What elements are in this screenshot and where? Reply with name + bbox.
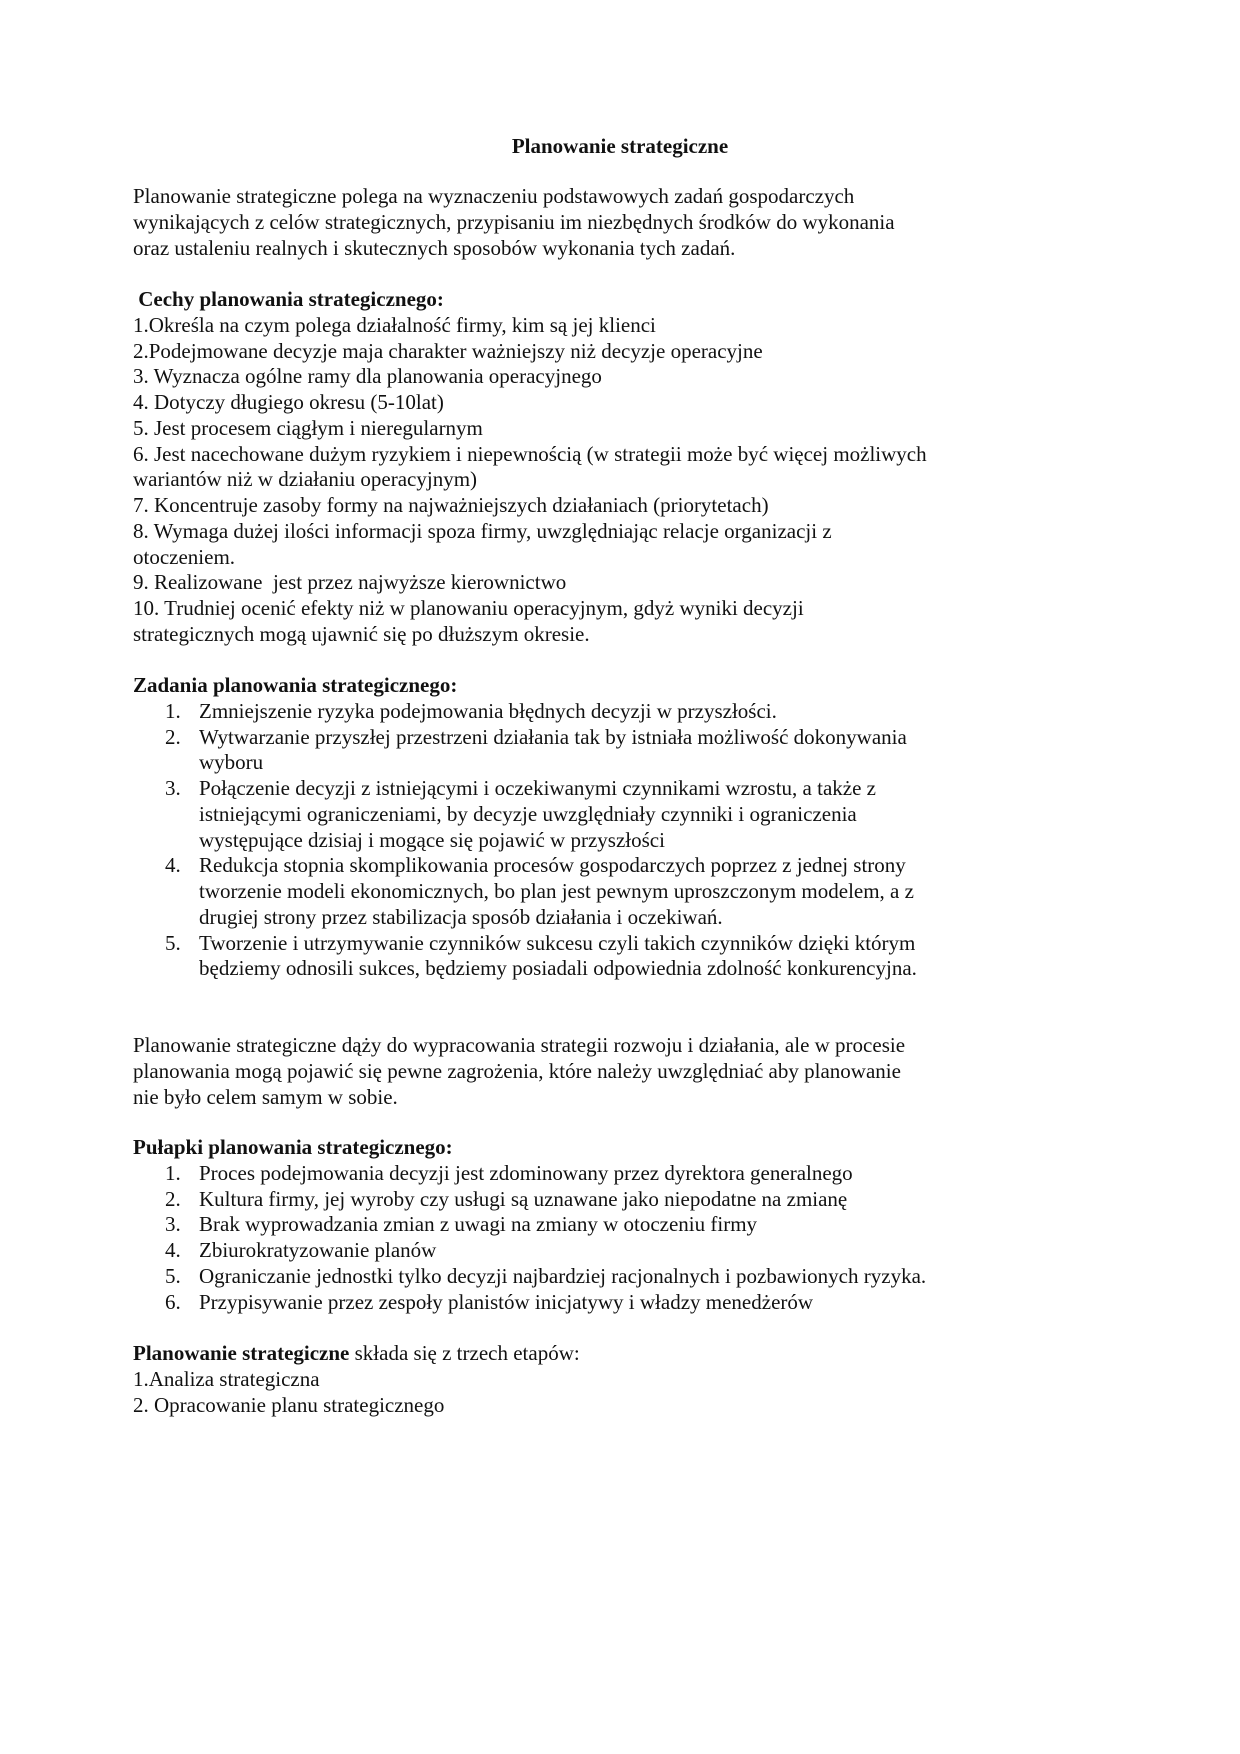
tasks-heading: Zadania planowania strategicznego: [133,673,458,697]
feature-line: 8. Wymaga dużej ilości informacji spoza firmy, uwzględniając relacje organizacji z [133,518,832,543]
task-item [133,699,917,725]
intro-line: Planowanie strategiczne polega na wyznaczeniu podstawowych zadań gospodarczych [133,184,855,208]
trap-item [133,1290,926,1316]
task-item [133,828,917,854]
list-item-text: Zmniejszenie ryzyka podejmowania błędnych decyzji w przyszłości. [199,698,777,723]
task-item [133,853,917,879]
trap-item [133,1212,926,1238]
feature-line: strategicznych mogą ujawnić się po dłuższym okresie. [133,621,590,646]
list-item-text: Przypisywanie przez zespoły planistów inicjatywy i władzy menedżerów [199,1289,814,1314]
feature-line: wariantów niż w działaniu operacyjnym) [133,467,478,492]
stages-rest: składa się z trzech etapów: [349,1341,580,1365]
feature-line: 6. Jest nacechowane dużym ryzykiem i niepewnością (w strategii może być więcej możliwych [133,441,927,466]
task-item [133,905,917,931]
list-number: 4. [165,1238,181,1262]
list-number: 3. [165,1212,181,1237]
task-item [133,879,917,905]
trap-item [133,1187,926,1213]
list-item-text: Wytwarzanie przyszłej przestrzeni działania tak by istniała możliwość dokonywania [199,724,907,749]
paragraph-line: planowania mogą pojawić się pewne zagrożenia, które należy uwzględniać aby planowanie [133,1058,901,1083]
document-title: Planowanie strategiczne [511,134,729,158]
feature-line: 3. Wyznacza ogólne ramy dla planowania operacyjnego [133,364,602,389]
trap-item [133,1161,926,1187]
traps-heading: Pułapki planowania strategicznego: [133,1135,453,1159]
feature-line: 9. Realizowane jest przez najwyższe kierownictwo [133,570,567,595]
stages-section [133,1341,580,1418]
list-number: 6. [165,1289,181,1314]
feature-line: 5. Jest procesem ciągłym i nieregularnym [133,415,483,440]
intro-paragraph [133,184,895,261]
paragraph-line: nie było celem samym w sobie. [133,1084,398,1109]
list-number: 1. [165,1160,181,1185]
task-item [133,750,917,776]
task-item [133,956,917,982]
trap-item [133,1264,926,1290]
list-number: 4. [165,853,181,878]
feature-line: 2.Podejmowane decyzje maja charakter ważniejszy niż decyzje operacyjne [133,338,763,363]
list-item-text: istniejącymi ograniczeniami, by decyzje uwzględniały czynniki i ograniczenia [199,801,857,826]
list-item-text: Tworzenie i utrzymywanie czynników sukcesu czyli takich czynników dzięki którym [199,930,916,955]
list-number: 5. [165,1263,181,1288]
list-number: 1. [165,698,181,723]
feature-line: 10. Trudniej ocenić efekty niż w planowaniu operacyjnym, gdyż wyniki decyzji [133,596,804,620]
list-item-text: Zbiurokratyzowanie planów [199,1238,437,1262]
trap-item [133,1238,926,1264]
stages-intro [133,1341,580,1367]
features-section [133,287,927,648]
features-heading: Cechy planowania strategicznego: [133,287,444,311]
list-item-text: drugiej strony przez stabilizacja sposób działania i oczekiwań. [199,904,723,929]
list-number: 2. [165,1186,181,1211]
feature-line: 1.Określa na czym polega działalność firmy, kim są jej klienci [133,312,656,337]
intro-line: oraz ustaleniu realnych i skutecznych sposobów wykonania tych zadań. [133,235,736,260]
list-item-text: występujące dzisiaj i mogące się pojawić w przyszłości [199,827,665,852]
feature-line: 7. Koncentruje zasoby formy na najważniejszych działaniach (priorytetach) [133,493,769,517]
list-item-text: wyboru [199,750,264,775]
task-item [133,776,917,802]
list-item-text: Połączenie decyzji z istniejącymi i oczekiwanymi czynnikami wzrostu, a także z [199,776,876,800]
traps-section [133,1135,926,1315]
closing-paragraph [133,1033,905,1110]
paragraph-line: Planowanie strategiczne dąży do wypracowania strategii rozwoju i działania, ale w procesie [133,1033,906,1057]
list-item-text: Kultura firmy, jej wyroby czy usługi są uznawane jako niepodatne na zmianę [199,1186,848,1211]
list-item-text: tworzenie modeli ekonomicznych, bo plan jest pewnym uproszczonym modelem, a z [199,879,914,903]
intro-line: wynikających z celów strategicznych, przypisaniu im niezbędnych środków do wykonania [133,209,895,234]
list-item-text: Ograniczanie jednostki tylko decyzji najbardziej racjonalnych i pozbawionych ryzyka. [199,1263,927,1288]
list-item-text: Brak wyprowadzania zmian z uwagi na zmiany w otoczeniu firmy [199,1212,758,1237]
list-item-text: Redukcja stopnia skomplikowania procesów gospodarczych poprzez z jednej strony [199,853,906,878]
stage-line: 2. Opracowanie planu strategicznego [133,1392,445,1417]
task-item [133,725,917,751]
list-item-text: Proces podejmowania decyzji jest zdominowany przez dyrektora generalnego [199,1160,853,1185]
task-item [133,931,917,957]
stage-line: 1.Analiza strategiczna [133,1366,320,1391]
feature-line: 4. Dotyczy długiego okresu (5-10lat) [133,390,444,414]
tasks-section [133,673,917,982]
feature-line: otoczeniem. [133,544,236,569]
stages-bold: Planowanie strategiczne [133,1341,350,1365]
list-number: 5. [165,930,181,955]
list-item-text: będziemy odnosili sukces, będziemy posiadali odpowiednia zdolność konkurencyjna. [199,956,917,981]
list-number: 3. [165,776,181,800]
list-number: 2. [165,724,181,749]
task-item [133,802,917,828]
